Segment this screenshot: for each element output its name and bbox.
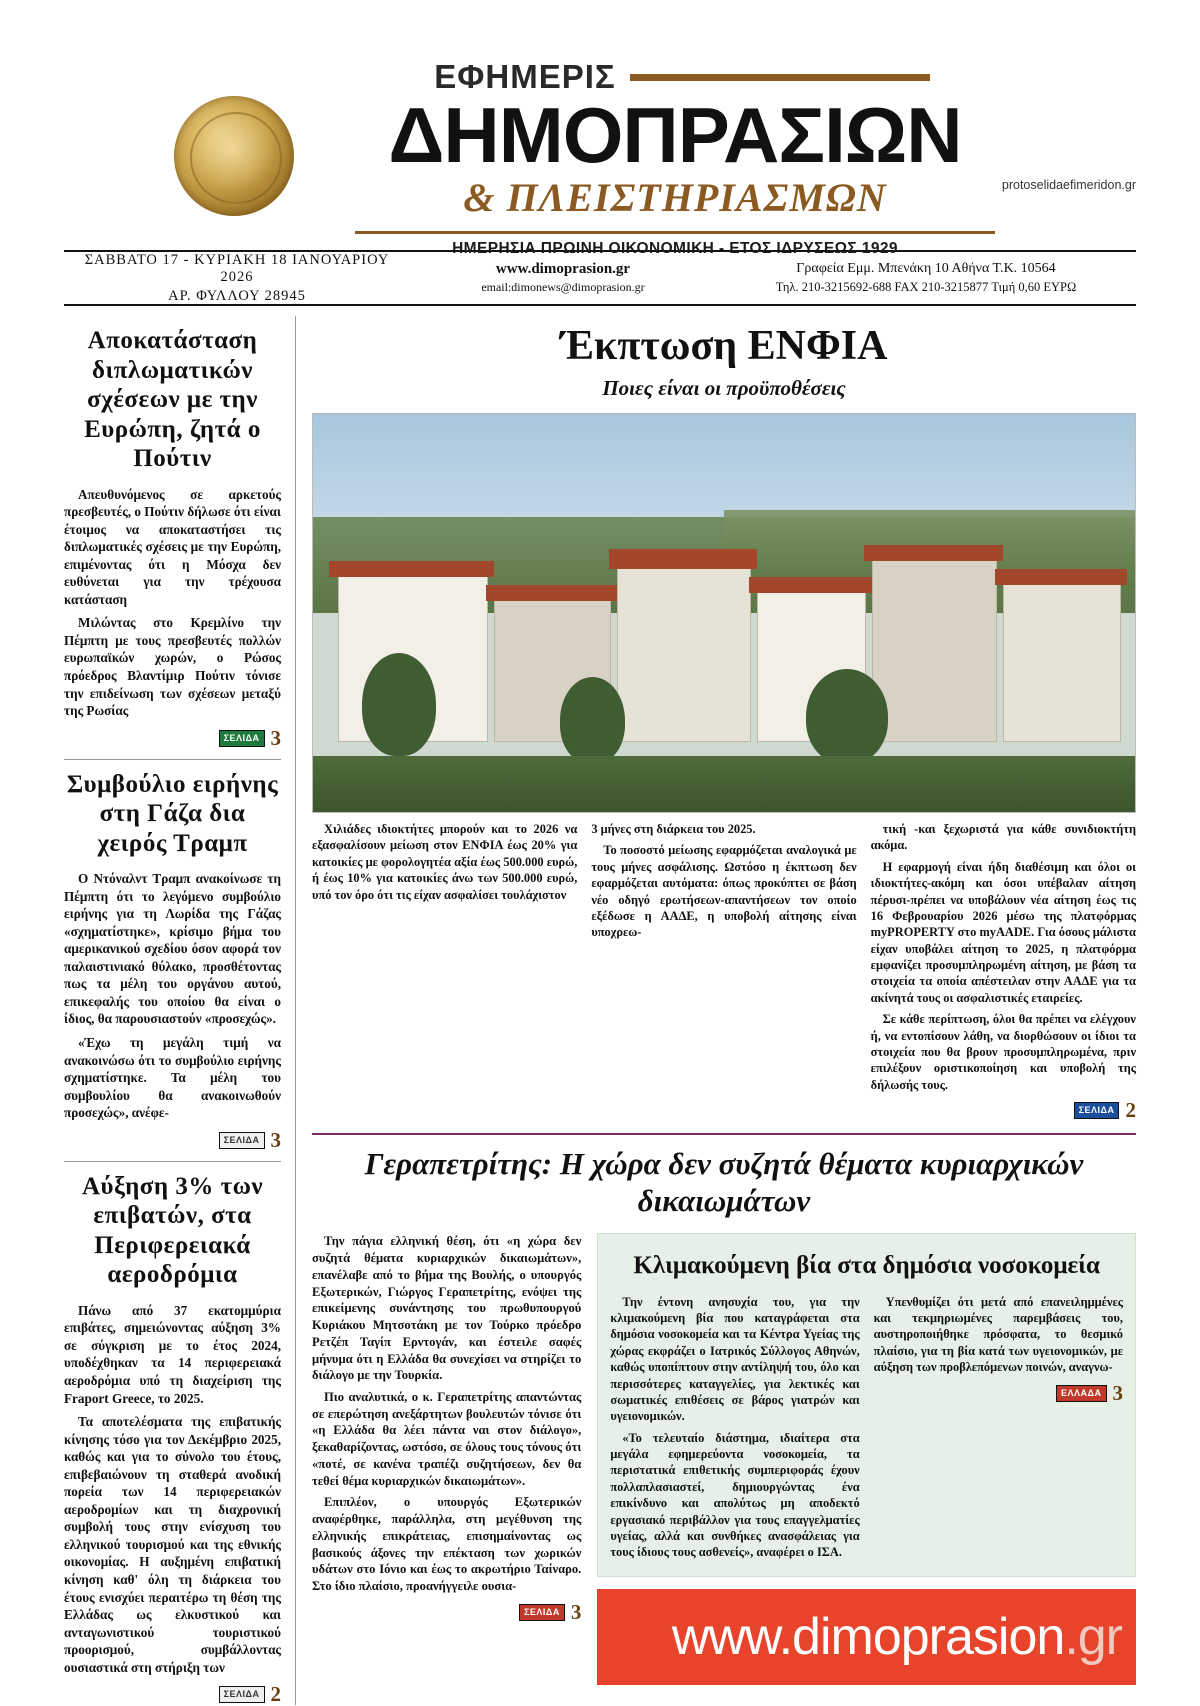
- photo-building: [617, 565, 751, 742]
- office-contact: Τηλ. 210-3215692-688 FAX 210-3215877 Τιμή 0,60 ΕΥΡΩ: [775, 280, 1077, 294]
- page-ref-number: 3: [1112, 1380, 1124, 1405]
- sidebar-gaza-p1: Ο Ντόναλντ Τραμπ ανακοίνωσε τη Πέμπτη ότι το λεγόμενο συμβούλιο ειρήνης για τη Λωρίδα της Γάζας «σχηματίστηκε», κρίσιμο βήμα του αμερικανικού σχεδίου όσον αφορά τον παλαιστινιακό θύλακο, προσθέτοντας πως τα μέλη του οργάνου αυτού, επικεφαλής του οποίου θα είναι ο ίδιος, θα παρουσιαστούν «προσεχώς».: [64, 871, 281, 1027]
- hospital-violence-box[interactable]: [597, 1233, 1136, 1576]
- website-url[interactable]: www.dimoprasion.gr: [495, 261, 631, 277]
- greenbox-p3: Υπενθυμίζει ότι μετά από επανειλημμένες και τεκμηριωμένες παρεμβάσεις του, αυστηροποιήθηκε πρόσφατα, το θεσμικό πλαίσιο, για τη βία κατά των υγειονομικών, με αύξηση των προβλεπόμενων ποινών, αναγνω-: [873, 1294, 1124, 1375]
- lead-col3-p2: Η εφαρμογή είναι ήδη διαθέσιμη και όλοι οι ιδιοκτήτες-ακόμη και όσοι υπέβαλαν αίτηση πέρυσι-πρέπει να υποβάλουν νέα αίτηση έως τις 16 Φεβρουαρίου 2026 μέσω της πλατφόρμας myPROPERTY στο myAADE. Για όσους μάλιστα είχαν υποβάλει αίτηση το 2025, η πλατφόρμα εμφανίζει προσυμπληρωμένη αίτηση, με βάση τα στοιχεία τα οποία απέστειλαν στην ΑΑΔΕ για τα ακίνητά τους οι ασφαλιστικές εταιρείες.: [870, 859, 1136, 1005]
- sidebar-headline-gaza: Συμβούλιο ειρήνης στη Γάζα δια χειρός Τραμπ: [66, 770, 279, 857]
- office-address: Γραφεία Εμμ. Μπενάκη 10 Αθήνα Τ.Κ. 10564: [796, 261, 1056, 276]
- sidebar-article-putin[interactable]: [64, 326, 281, 749]
- mid-p1: Την πάγια ελληνική θέση, ότι «η χώρα δεν συζητά θέματα κυριαρχικών δικαιωμάτων», επανέλαβε από το βήμα της Βουλής, ο υπουργός Εξωτερικών, Γιώργος Γεραπετρίτης, ενόψει της επικείμενης συνάντησης του πρωθυπουργού Κυριάκου Μητσοτάκη με τον Τούρκο πρόεδρο Ρετζέπ Ταγίπ Ερντογάν, και έστειλε σαφές μήνυμα ότι η Ελλάδα θα συνεχίσει να στηρίζει το διάλογο με την Τουρκία.: [312, 1234, 582, 1383]
- issue-date-block: [64, 252, 410, 305]
- lead-col3-p1: τική -και ξεχωριστά για κάθε συνιδιοκτήτη ακόμα.: [870, 822, 1136, 853]
- sidebar-headline-putin: Αποκατάσταση διπλωματικών σχέσεων με την Ευρώπη, ζητά ο Πούτιν: [84, 327, 261, 472]
- page-ref-greenbox[interactable]: [1056, 1380, 1124, 1405]
- lead-col-3: [871, 821, 1136, 1121]
- page-ref-putin[interactable]: [219, 725, 281, 750]
- mid-headline: Γεραπετρίτης: Η χώρα δεν συζητά θέματα κυριαρχικών δικαιωμάτων: [364, 1146, 1084, 1219]
- sidebar-article-gaza[interactable]: [64, 770, 281, 1151]
- photo-roof: [609, 549, 757, 569]
- issue-date: ΣΑΒΒΑΤΟ 17 - ΚΥΡΙΑΚΗ 18 ΙΑΝΟΥΑΡΙΟΥ 2026: [84, 251, 390, 285]
- sidebar-column: [64, 316, 296, 1705]
- masthead-site-note: protoselidaefimeridon.gr: [1001, 178, 1136, 192]
- sidebar-airports-p2: Τα αποτελέσματα της επιβατικής κίνησης τόσο για τον Δεκέμβριο 2025, καθώς και για το σύνολο του έτους, επιβεβαιώνουν τη σταθερά ανοδική πορεία των 14 περιφερειακών αεροδρομίων και τη διαχρονική συμβολή τους στην ενίσχυση του ελληνικού τουρισμού και της εθνικής οικονομίας. Η αυξημένη επιβατική κίνηση καθ' όλη τη διάρκεια του έτους ενισχύει περαιτέρω τη θέση της Ελλάδας ως ελκυστικού και ανταγωνιστικού τουριστικού προορισμού, συμβάλλοντας ουσιαστικά στη στήριξη των: [64, 1414, 281, 1675]
- masthead-tagline: ΗΜΕΡΗΣΙΑ ΠΡΩΙΝΗ ΟΙΚΟΝΟΜΙΚΗ - ΕΤΟΣ ΙΔΡΥΣΕΩΣ 1929: [452, 240, 898, 258]
- photo-roof: [864, 545, 1004, 561]
- page-ref-gaza[interactable]: [219, 1127, 281, 1152]
- photo-roof: [749, 577, 872, 593]
- lead-col2-p1: Το ποσοστό μείωσης εφαρμόζεται αναλογικά με τους μήνες ασφάλισης. Ωστόσο η έκπτωση δεν εφαρμόζεται αυτόματα: όπως προκύπτει σε βάση νέο οδηγό ερωτήσεων-απαντήσεων τον οποίο εξέδωσε η ΑΑΔΕ, η υποβολή αίτησης είναι υποχρεω-: [591, 843, 857, 940]
- page-ref-lead[interactable]: [1074, 1100, 1136, 1121]
- sidebar-putin-p1: Απευθυνόμενος σε αρκετούς πρεσβευτές, ο Πούτιν δήλωσε ότι είναι έτοιμος να αποκαταστήσει τις διπλωματικές σχέσεις με την Ευρώπη, επιμένοντας ότι η Μόσχα δεν ευθύνεται για την τρέχουσα κατάσταση: [64, 486, 282, 607]
- photo-foreground: [313, 756, 1135, 812]
- right-bottom-stack: [597, 1233, 1136, 1684]
- page-ref-tag: ΣΕΛΙΔΑ: [219, 730, 265, 747]
- lead-subheadline: Ποιες είναι οι προϋποθέσεις: [602, 376, 846, 400]
- lead-col-2: [591, 821, 856, 1121]
- page-ref-number: 3: [270, 725, 281, 750]
- greenbox-p1: Την έντονη ανησυχία του, για την κλιμακούμενη βία που καταγράφεται στα δημόσια νοσοκομεία και τα Κέντρα Υγείας της χώρας εκφράζει ο Ιατρικός Σύλλογος Αθηνών, καθώς υποπίπτουν στην αντίληψή του, όλο και περισσότερες καταγγελίες, για λεκτικές και σωματικές επιθέσεις σε βάρος γιατρών και υγειονομικών.: [610, 1294, 860, 1424]
- mid-article[interactable]: [312, 1233, 581, 1684]
- masthead: [64, 0, 1136, 258]
- lead-headline: Έκπτωση ΕΝΦΙΑ: [560, 323, 888, 369]
- sidebar-putin-p2: Μιλώντας στο Κρεμλίνο την Πέμπτη με τους πρεσβευτές πολλών ευρωπαϊκών χωρών, ο Ρώσος πρόεδρος Βλαντίμιρ Πούτιν τόνισε την επιδείνωση των σχέσεων μεταξύ της Ρωσίας: [64, 615, 281, 719]
- sidebar-headline-airports: Αύξηση 3% των επιβατών, στα Περιφερειακά αεροδρόμια: [81, 1172, 264, 1289]
- photo-building: [872, 557, 997, 742]
- sidebar-divider-2: [64, 1161, 281, 1162]
- email-address[interactable]: email:dimonews@dimoprasion.gr: [481, 280, 645, 294]
- masthead-subtitle: & ΠΛΕΙΣΤΗΡΙΑΣΜΩΝ: [463, 175, 887, 221]
- website-block: [410, 261, 716, 295]
- sidebar-airports-p1: Πάνω από 37 εκατομμύρια επιβάτες, σημειώνοντας αύξηση 3% σε σύγκριση με το έτος 2024, υποδέχθηκαν τα 14 περιφερειακά αεροδρόμια υπό τη διαχείριση της Fraport Greece, το 2025.: [64, 1302, 281, 1406]
- page-content: [64, 316, 1136, 1705]
- issue-number: ΑΡ. ΦΥΛΛΟΥ 28945: [168, 287, 306, 304]
- banner-text-main: www.dimoprasion: [671, 1607, 1065, 1666]
- page-ref-number: 3: [270, 1127, 281, 1152]
- lead-photo: [312, 413, 1136, 813]
- photo-building: [1003, 581, 1120, 742]
- page-ref-tag: ΣΕΛΙΔΑ: [219, 1132, 265, 1149]
- page-ref-number: 3: [570, 1599, 582, 1624]
- mid-p2: Πιο αναλυτικά, ο κ. Γεραπετρίτης απαντώντας σε επερώτηση ανεξάρτητων βουλευτών τόνισε ότι «η Ελλάδα θα λέει πάντα ναι στον διάλογο», ξεκαθαρίζοντας, ωστόσο, σε όλους τους τόνους ότι «ποτέ, σε κανένα τραπέζι συζητήσεων, δεν θα τεθεί θέμα κυριαρχικών δικαιωμάτων».: [312, 1389, 582, 1488]
- banner-text: [672, 1607, 1122, 1667]
- greenbox-p2: «Το τελευταίο διάστημα, ιδιαίτερα στα μεγάλα εφημερεύοντα νοσοκομεία, τα περιστατικά επιθετικής συμπεριφοράς έχουν πολλαπλασιαστεί, δημιουργώντας ένα επικίνδυνο και απολύτως μη αποδεκτό εργασιακό περιβάλλον για τους επαγγελματίες υγείας, αλλά και συνθήκες ανασφάλειας για τους ίδιους τους ασθενείς», αναφέρει ο ΙΣΑ.: [610, 1430, 860, 1560]
- greenbox-col-2: [874, 1294, 1123, 1566]
- page-ref-tag: ΣΕΛΙΔΑ: [519, 1604, 565, 1621]
- bottom-section: [312, 1233, 1136, 1684]
- page-ref-number: 2: [270, 1682, 281, 1706]
- sidebar-article-airports[interactable]: [64, 1172, 281, 1705]
- office-block: [716, 261, 1136, 295]
- section-divider: [312, 1133, 1136, 1135]
- photo-tree: [806, 669, 888, 765]
- page-ref-mid[interactable]: [519, 1599, 582, 1624]
- masthead-title: ΔΗΜΟΠΡΑΣΙΩΝ: [388, 91, 962, 179]
- lead-col-1: [312, 821, 577, 1121]
- photo-roof: [995, 569, 1127, 585]
- masthead-rule-right: [630, 74, 930, 81]
- masthead-divider: [355, 231, 995, 234]
- greenbox-col-1: [610, 1294, 859, 1566]
- site-banner-ad[interactable]: [597, 1589, 1136, 1685]
- lead-col1-p1: Χιλιάδες ιδιοκτήτες μπορούν και το 2026 να εξασφαλίσουν μείωση στον ΕΝΦΙΑ έως 20% για κατοικίες με φορολογητέα αξία έως 500.000 ευρώ, ή έως 10% για κατοικίες άνω των 500.000 ευρώ, υπό τον όρο ότι τις είχαν ασφαλίσει τουλάχιστον: [312, 822, 578, 902]
- page-ref-tag: ΣΕΛΙΔΑ: [1074, 1102, 1120, 1119]
- issue-info-bar: [64, 250, 1136, 306]
- photo-tree: [362, 653, 436, 756]
- lead-photo-caption: 3 μήνες στη διάρκεια του 2025.: [591, 822, 756, 836]
- lead-col3-p3: Σε κάθε περίπτωση, όλοι θα πρέπει να ελέγχουν ή, να εντοπίσουν λάθη, να διορθώσουν οι ίδιοι τα στοιχεία που θα βρουν προσυμπληρωμένα, πριν επιλέξουν οριστικοποίηση και υποβολή της δήλωσής τους.: [870, 1012, 1136, 1092]
- sidebar-divider-1: [64, 759, 281, 760]
- lead-article[interactable]: [312, 322, 1136, 1121]
- masthead-kicker: ΕΦΗΜΕΡΙΣ: [434, 58, 616, 95]
- photo-roof: [329, 561, 493, 577]
- photo-tree: [560, 677, 626, 765]
- page-ref-number: 2: [1125, 1098, 1136, 1122]
- coin-logo-icon: [174, 96, 294, 216]
- page-ref-airports[interactable]: [219, 1684, 281, 1705]
- page-ref-tag: ΕΛΛΑΔΑ: [1056, 1385, 1106, 1402]
- greenbox-headline: Κλιμακούμενη βία στα δημόσια νοσοκομεία: [633, 1252, 1100, 1280]
- lead-body: [312, 821, 1136, 1121]
- main-column: [296, 316, 1136, 1705]
- mid-p3: Επιπλέον, ο υπουργός Εξωτερικών αναφέρθηκε, παράλληλα, στη μεγέθυνση της ελληνικής επικράτειας, επισημαίνοντας ως βασικούς άξονες την επέκταση των χωρικών υδάτων στο Ιόνιο και έως το ακρωτήριο Ταίναρο. Στο ίδιο πλαίσιο, προανήγγειλε ουσια-: [312, 1495, 582, 1594]
- sidebar-gaza-p2: «Έχω τη μεγάλη τιμή να ανακοινώσω ότι το συμβούλιο ειρήνης σχηματίστηκε. Τα μέλη του συμβουλίου θα ανακοινωθούν προσεχώς», ανέφε-: [64, 1035, 281, 1121]
- banner-text-suffix: .gr: [1064, 1607, 1122, 1666]
- page-ref-tag: ΣΕΛΙΔΑ: [219, 1686, 265, 1703]
- photo-roof: [486, 585, 618, 601]
